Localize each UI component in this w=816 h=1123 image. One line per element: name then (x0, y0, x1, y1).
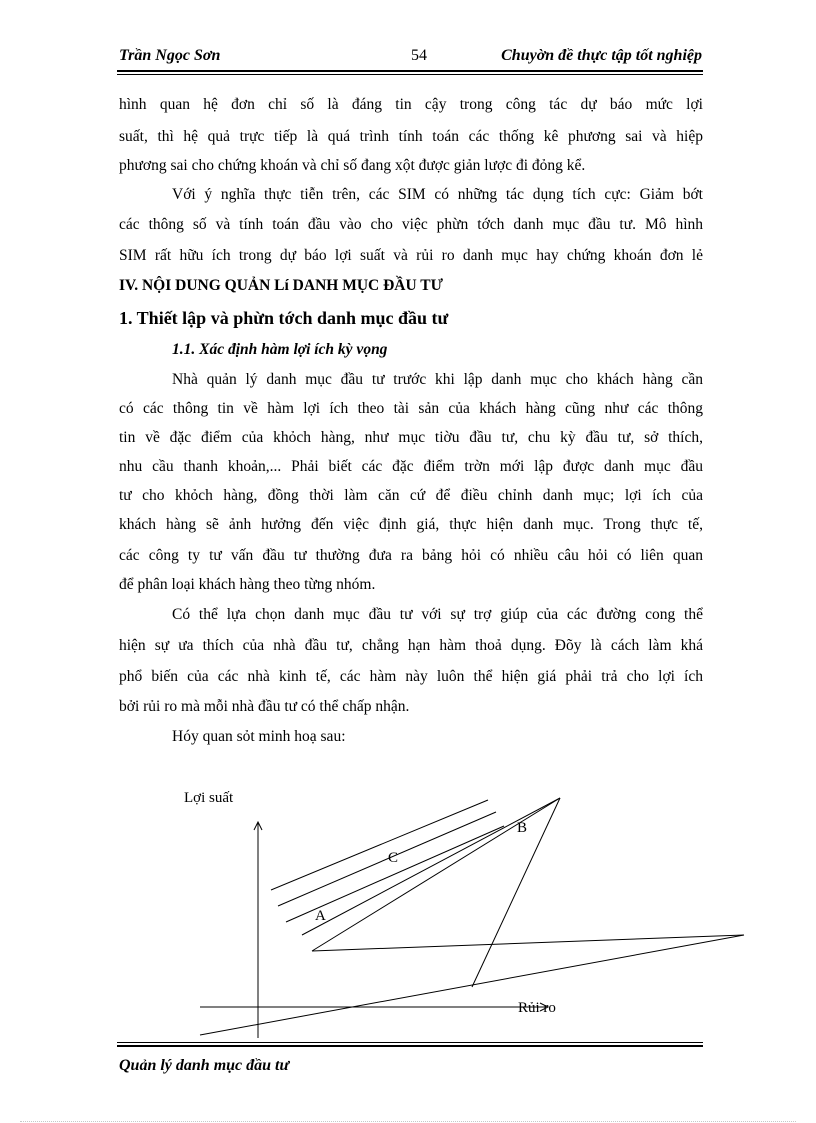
paragraph1-line: phương sai cho chứng khoán và chỉ số đang xột được giản lược đi đỏng kể. (119, 157, 586, 174)
paragraph3-line: nhu cầu thanh khoản,... Phải biết các đặc điểm trờn mới lập được danh mục đầu (119, 458, 703, 475)
header-author: Trần Ngọc Sơn (119, 47, 221, 64)
page-edge-dotted-line (20, 1121, 796, 1122)
x-axis-label: Rủi ro (518, 1000, 556, 1016)
paragraph1-line: hình quan hệ đơn chỉ số là đáng tin cậy trong công tác dự báo mức lợi (119, 96, 703, 113)
paragraph4-line: phổ biến của các nhà kinh tế, các hàm này luôn thể hiện giá phải trả cho lợi ích (119, 668, 703, 685)
indifference-line (278, 812, 496, 906)
efficient-frontier-line (302, 798, 560, 935)
footer-title: Quản lý danh mục đầu tư (119, 1057, 290, 1074)
triangle-edge (312, 935, 744, 951)
paragraph3-line: Nhà quản lý danh mục đầu tư trước khi lập danh mục cho khách hàng cần (172, 371, 703, 388)
paragraph1-line: suất, thì hệ quả trực tiếp là quá trình tính toán các thống kê phương sai và hiệp (119, 128, 703, 145)
paragraph2-line: SIM rất hữu ích trong dự báo lợi suất và rủi ro danh mục hay chứng khoán đơn lẻ (119, 247, 703, 264)
paragraph4-line: hiện sự ưa thích của nhà đầu tư, chẳng hạn hàm thoả dụng. Đõy là cách làm khá (119, 637, 703, 654)
section-heading-1-1: 1.1. Xác định hàm lợi ích kỳ vọng (172, 341, 388, 358)
point-c-label: C (388, 850, 399, 866)
paragraph4-line: bởi rủi ro mà mỗi nhà đầu tư có thể chấp nhận. (119, 698, 410, 715)
triangle-edge (472, 798, 560, 987)
section-heading-iv: IV. NỘI DUNG QUẢN Lí DANH MỤC ĐẦU TƯ (119, 277, 443, 294)
y-axis-label: Lợi suất (184, 790, 234, 806)
paragraph3-line: khách hàng sẽ ảnh hưởng đến việc định giá, thực hiện danh mục. Trong thực tế, (119, 516, 703, 533)
point-b-label: B (517, 820, 528, 836)
footer-rule-thick (117, 1045, 703, 1047)
paragraph3-line: có các thông tin về hàm lợi ích theo tài sản của khách hàng cũng như các thông (119, 400, 703, 417)
indifference-curve-diagram (0, 780, 816, 1050)
page-number: 54 (411, 47, 427, 64)
header-rule-thin (117, 74, 703, 75)
header-rule-thick (117, 70, 703, 72)
paragraph3-line: tư cho khỏch hàng, đồng thời làm căn cứ để điều chỉnh danh mục; lợi ích của (119, 487, 703, 504)
illustration-intro: Hóy quan sỏt minh hoạ sau: (172, 728, 346, 745)
triangle-edge (200, 935, 744, 1035)
paragraph3-line: các công ty tư vấn đầu tư thường đưa ra bảng hỏi có nhiều câu hỏi có liên quan (119, 547, 703, 564)
paragraph4-line: Có thể lựa chọn danh mục đầu tư với sự trợ giúp của các đường cong thể (172, 606, 703, 623)
footer-rule-thin (117, 1042, 703, 1043)
paragraph2-line: Với ý nghĩa thực tiễn trên, các SIM có những tác dụng tích cực: Giảm bớt (172, 186, 703, 203)
paragraph2-line: các thông số và tính toán đầu vào cho việc phừn tớch danh mục đầu tư. Mô hình (119, 216, 703, 233)
header-document-title: Chuyờn đề thực tập tốt nghiệp (501, 47, 702, 64)
point-a-label: A (315, 908, 326, 924)
section-heading-1: 1. Thiết lập và phừn tớch danh mục đầu tư (119, 308, 449, 328)
paragraph3-line: để phân loại khách hàng theo từng nhóm. (119, 576, 376, 593)
indifference-line (271, 800, 488, 890)
paragraph3-line: tin về đặc điểm của khỏch hàng, như mục tiờu đầu tư, chu kỳ đầu tư, sở thích, (119, 429, 703, 446)
